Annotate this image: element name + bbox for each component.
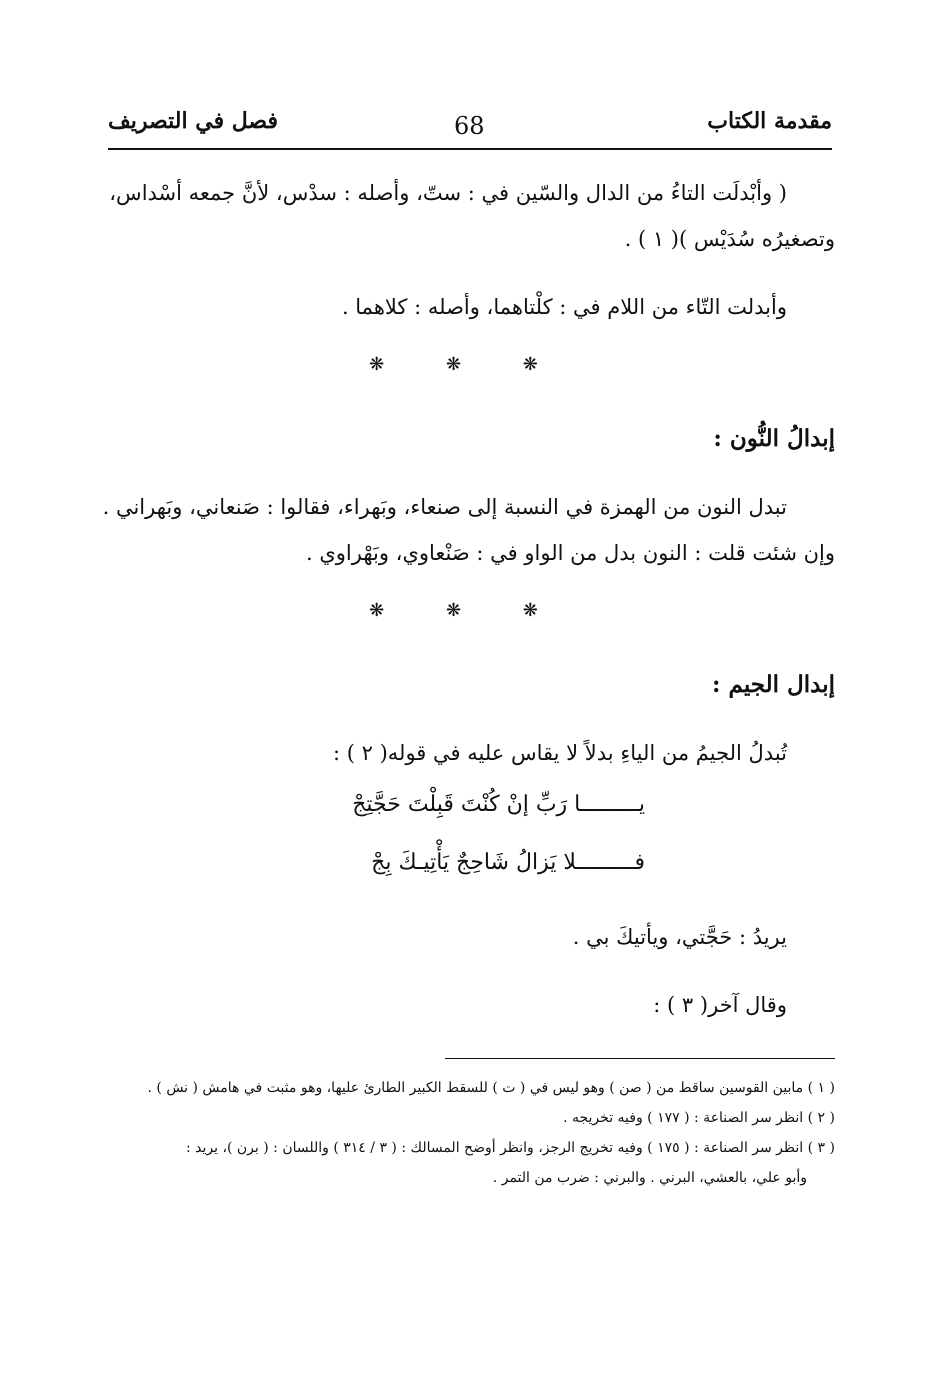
paragraph-jim-line-3: وقال آخر( ٣ ) : — [653, 993, 787, 1017]
heading-ibdal-nun: إبدالُ النُّون : — [713, 425, 835, 452]
section-separator: ❋ ❋ ❋ — [369, 600, 566, 621]
footnote-divider — [445, 1058, 835, 1059]
footnote-2: ( ٢ ) انظر سر الصناعة : ( ١٧٧ ) وفيه تخريجه . — [563, 1110, 835, 1126]
section-title: فصل في التصريف — [108, 108, 278, 134]
chapter-title: مقدمة الكتاب — [707, 108, 832, 134]
paragraph-nun-line-2: وإن شئت قلت : النون بدل من الواو في : صَنْعاوي، وبَهْراوي . — [305, 541, 835, 565]
paragraph-jim-line-1: تُبدلُ الجيمُ من الياءِ بدلاً لا يقاس عليه في قوله( ٢ ) : — [333, 741, 787, 765]
footnote-3: ( ٣ ) انظر سر الصناعة : ( ١٧٥ ) وفيه تخريج الرجز، وانظر أوضح المسالك : ( ٣ / ٣١٤ ) واللسان : ( برن )، يريد : — [185, 1140, 835, 1156]
heading-ibdal-jim: إبدال الجيم : — [712, 671, 835, 698]
page-header — [108, 104, 832, 150]
footnote-3-continued: وأبو علي، بالعشي، البرني . والبرني : ضرب من التمر . — [492, 1170, 807, 1186]
paragraph-nun-line-1: تبدل النون من الهمزة في النسبة إلى صنعاء، وبَهراء، فقالوا : صَنعاني، وبَهراني . — [102, 495, 787, 519]
paragraph-ta-line-2: وتصغيرُه سُدَيْس )( ١ ) . — [624, 227, 835, 251]
verse-line-2: فـــــــــلا يَزالُ شَاحِجٌ يَأْتِيـكَ بِجْ — [371, 850, 645, 875]
paragraph-ta-line-3: وأبدلت التّاء من اللام في : كلْتاهما، وأصله : كلاهما . — [341, 295, 787, 319]
paragraph-jim-line-2: يريدُ : حَجَّتي، ويأتيكَ بي . — [572, 925, 787, 949]
paragraph-ta-line-1: ( وأبْدلَت التاءُ من الدال والسّين في : ستّ، وأصله : سدْس، لأنَّ جمعه أسْداس، — [109, 181, 787, 205]
footnotes — [100, 1058, 835, 1193]
footnote-1: ( ١ ) مابين القوسين ساقط من ( صن ) وهو ليس في ( ت ) للسقط الكبير الطارئ عليها، وهو مثبت في هامش ( نش ) . — [147, 1080, 835, 1096]
page-body — [100, 170, 835, 1028]
verse-line-1: يـــــــــا رَبِّ إنْ كُنْتَ قَبِلْتَ حَجَّتِجْ — [352, 792, 645, 817]
section-separator: ❋ ❋ ❋ — [369, 354, 566, 375]
page-number: 68 — [454, 112, 485, 140]
